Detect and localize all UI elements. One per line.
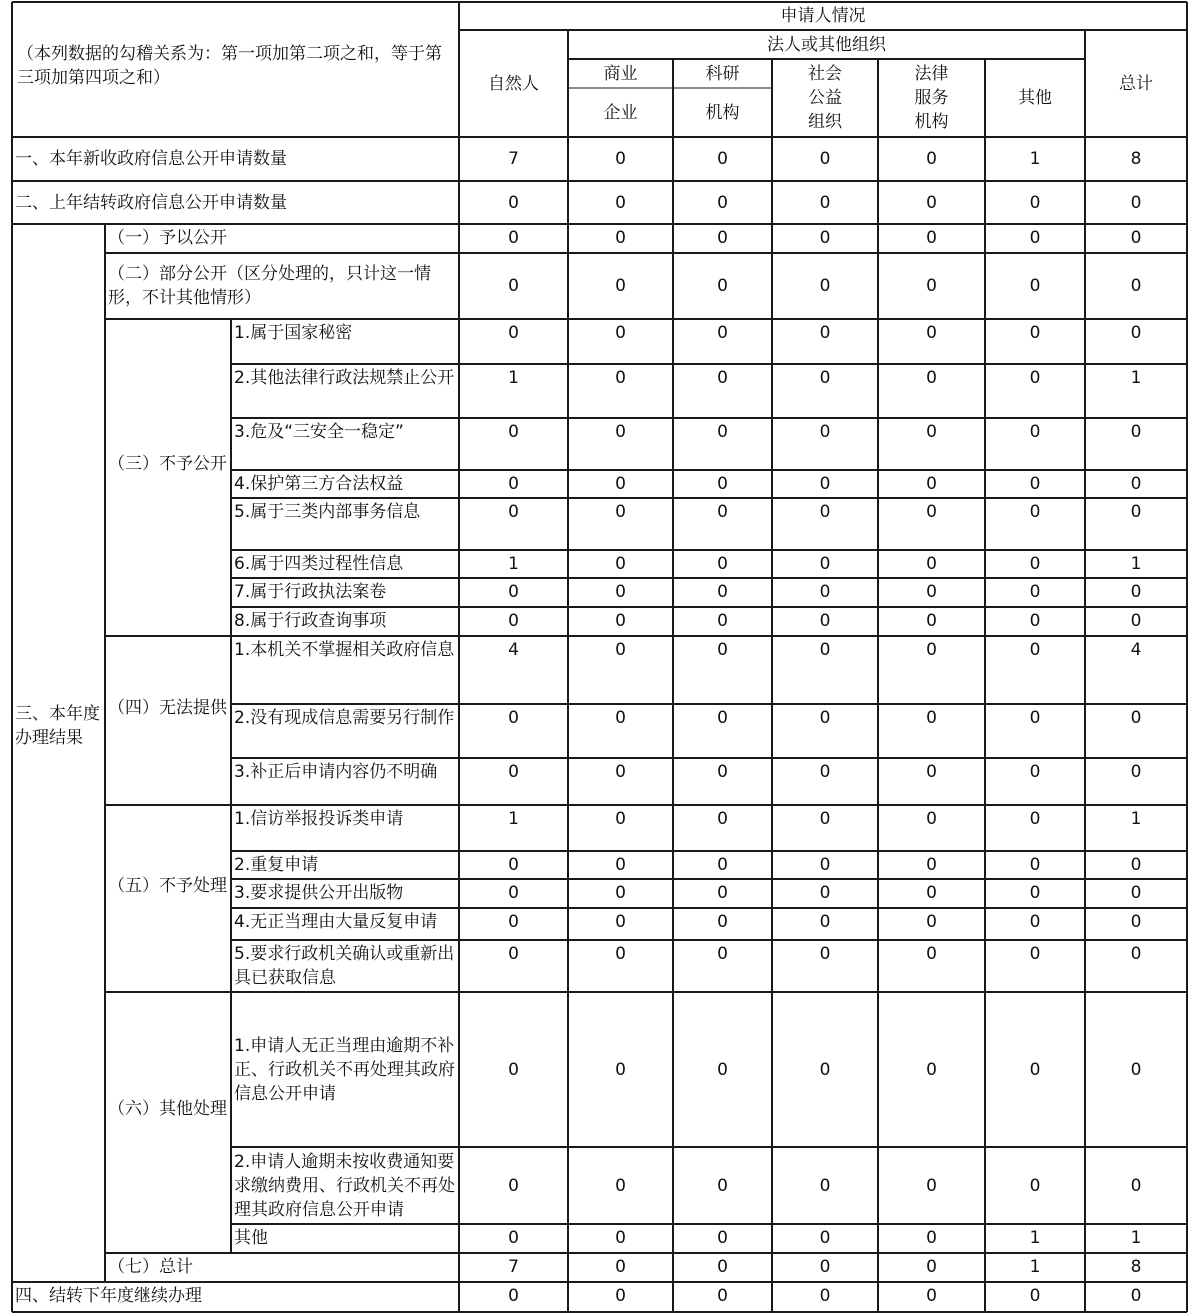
value-cell: 1 [508,809,519,829]
value-cell: 0 [1029,912,1041,932]
row-label: 1.申请人无正当理由逾期不补正、行政机关不再处理其政府信息公开申请 [234,1035,455,1104]
value-cell: 0 [508,192,519,213]
value-cell: 0 [926,582,937,602]
value-cell: 0 [615,502,626,522]
value-cell: 0 [926,502,937,522]
value-cell: 0 [819,944,831,964]
value-cell: 0 [508,474,519,494]
value-cell: 0 [717,1059,728,1080]
value-cell: 0 [615,1257,626,1277]
value-cell: 1 [508,554,519,574]
value-cell: 0 [926,809,937,829]
value-cell: 0 [819,276,831,296]
value-cell: 0 [1029,323,1041,343]
header-commercial-bottom: 企业 [603,102,638,123]
value-cell: 0 [1130,582,1142,602]
value-cell: 0 [717,1175,728,1196]
value-cell: 1 [1130,1228,1142,1248]
value-cell: 0 [926,1228,937,1248]
value-cell: 0 [1029,883,1041,903]
value-cell: 0 [717,762,728,782]
value-cell: 7 [508,149,519,169]
header-applicant-situation: 申请人情况 [780,6,866,26]
value-cell: 0 [717,640,728,660]
value-cell: 0 [615,228,626,248]
value-cell: 0 [819,855,831,875]
value-cell: 0 [508,611,519,631]
value-cell: 0 [717,554,728,574]
value-cell: 0 [1130,323,1142,343]
value-cell: 0 [717,708,728,728]
value-cell: 0 [615,809,626,829]
value-cell: 0 [1029,809,1041,829]
value-cell: 0 [1130,708,1142,728]
value-cell: 0 [926,944,937,964]
value-cell: 1 [1130,809,1142,829]
row-label: 5.要求行政机关确认或重新出具已获取信息 [234,944,455,988]
value-cell: 0 [819,368,831,388]
group-label-cannot-provide: （四）无法提供 [108,698,227,718]
value-cell: 0 [819,323,831,343]
value-cell: 0 [1029,640,1041,660]
value-cell: 0 [508,582,519,602]
value-cell: 0 [615,855,626,875]
header-legal-service: 法律 服务 机构 [914,64,949,132]
value-cell: 0 [508,855,519,875]
row-label: 其他 [234,1228,268,1248]
value-cell: 0 [508,762,519,782]
row-label: 1.信访举报投诉类申请 [234,809,404,829]
value-cell: 0 [615,582,626,602]
value-cell: 0 [1029,474,1041,494]
value-cell: 0 [1029,855,1041,875]
value-cell: 0 [819,228,831,248]
value-cell: 0 [508,323,519,343]
value-cell: 0 [508,422,519,442]
header-natural-person: 自然人 [488,73,539,94]
value-cell: 0 [508,883,519,903]
value-cell: 0 [819,1228,831,1248]
value-cell: 0 [717,1228,728,1248]
value-cell: 0 [508,276,519,296]
value-cell: 0 [717,944,728,964]
value-cell: 0 [615,640,626,660]
row-label: 2.没有现成信息需要另行制作 [234,708,455,728]
value-cell: 0 [926,762,937,782]
row-label: 四、结转下年度继续办理 [15,1286,202,1306]
value-cell: 0 [1029,1059,1041,1080]
value-cell: 0 [1130,762,1142,782]
row-label: （二）部分公开（区分处理的，只计这一情形，不计其他情形） [108,264,431,308]
value-cell: 0 [926,323,937,343]
header-commercial-top: 商业 [603,63,638,84]
row-label: 4.保护第三方合法权益 [234,474,404,494]
value-cell: 0 [1130,502,1142,522]
value-cell: 0 [926,192,937,213]
header-note: （本列数据的勾稽关系为：第一项加第二项之和，等于第三项加第四项之和） [17,44,442,88]
value-cell: 0 [717,855,728,875]
value-cell: 0 [819,883,831,903]
value-cell: 0 [819,474,831,494]
value-cell: 0 [508,912,519,932]
value-cell: 0 [819,422,831,442]
value-cell: 0 [615,474,626,494]
row-label: （一）予以公开 [108,228,227,248]
row-label: 3.补正后申请内容仍不明确 [234,762,438,782]
value-cell: 0 [819,1175,831,1196]
value-cell: 0 [717,502,728,522]
value-cell: 0 [615,912,626,932]
value-cell: 0 [1029,502,1041,522]
value-cell: 0 [819,762,831,782]
value-cell: 0 [1130,611,1142,631]
header-total: 总计 [1119,73,1153,94]
value-cell: 0 [926,855,937,875]
row-label: 一、本年新收政府信息公开申请数量 [15,149,287,169]
value-cell: 0 [1029,554,1041,574]
value-cell: 0 [926,1286,937,1306]
value-cell: 0 [1130,1059,1142,1080]
value-cell: 0 [1130,192,1142,213]
value-cell: 0 [819,582,831,602]
value-cell: 0 [717,474,728,494]
value-cell: 0 [615,554,626,574]
value-cell: 0 [717,192,728,213]
value-cell: 0 [615,944,626,964]
value-cell: 0 [1130,474,1142,494]
value-cell: 0 [926,611,937,631]
value-cell: 0 [926,368,937,388]
value-cell: 1 [1029,149,1041,169]
value-cell: 1 [1130,554,1142,574]
value-cell: 0 [926,276,937,296]
value-cell: 0 [819,1257,831,1277]
header-legal-org: 法人或其他组织 [767,34,886,55]
value-cell: 0 [819,1059,831,1080]
value-cell: 1 [1029,1257,1041,1277]
value-cell: 8 [1130,1257,1142,1277]
value-cell: 0 [1130,422,1142,442]
value-cell: 0 [926,1257,937,1277]
value-cell: 0 [926,708,937,728]
value-cell: 0 [615,192,626,213]
value-cell: 0 [717,422,728,442]
header-other: 其他 [1018,88,1052,108]
value-cell: 0 [1130,276,1142,296]
value-cell: 0 [717,276,728,296]
row-label: 3.要求提供公开出版物 [234,883,404,903]
group-label-not-processed: （五）不予处理 [108,876,227,896]
value-cell: 0 [819,192,831,213]
value-cell: 0 [1029,708,1041,728]
value-cell: 0 [717,809,728,829]
value-cell: 0 [717,582,728,602]
value-cell: 0 [717,912,728,932]
value-cell: 0 [615,1228,626,1248]
row-label: （七）总计 [108,1257,193,1277]
value-cell: 4 [508,640,519,660]
header-research-bottom: 机构 [705,102,740,123]
section-label-3: 三、本年度办理结果 [15,704,100,748]
value-cell: 0 [819,640,831,660]
value-cell: 0 [1029,276,1041,296]
value-cell: 0 [1130,1286,1142,1306]
value-cell: 0 [1029,944,1041,964]
row-label: 6.属于四类过程性信息 [234,554,404,574]
value-cell: 0 [717,611,728,631]
value-cell: 0 [615,1286,626,1306]
value-cell: 0 [717,228,728,248]
value-cell: 0 [508,228,519,248]
header-social-org: 社会 公益 组织 [808,64,842,132]
value-cell: 0 [508,708,519,728]
value-cell: 0 [1130,228,1142,248]
value-cell: 0 [1130,944,1142,964]
value-cell: 0 [1130,855,1142,875]
value-cell: 7 [508,1257,519,1277]
value-cell: 1 [1029,1228,1041,1248]
value-cell: 0 [508,1059,519,1080]
value-cell: 0 [819,708,831,728]
group-label-not-disclosed: （三）不予公开 [108,454,227,474]
value-cell: 0 [926,1059,937,1080]
value-cell: 0 [508,1175,519,1196]
value-cell: 0 [819,611,831,631]
value-cell: 1 [508,368,519,388]
value-cell: 0 [615,1059,626,1080]
value-cell: 0 [926,883,937,903]
value-cell: 0 [615,708,626,728]
value-cell: 0 [819,149,831,169]
value-cell: 0 [926,912,937,932]
value-cell: 0 [926,422,937,442]
header-research-top: 科研 [705,63,740,84]
value-cell: 0 [1029,422,1041,442]
value-cell: 0 [615,762,626,782]
value-cell: 0 [1029,762,1041,782]
value-cell: 0 [819,554,831,574]
value-cell: 0 [1130,912,1142,932]
value-cell: 0 [1029,368,1041,388]
row-label: 1.属于国家秘密 [234,323,353,343]
value-cell: 0 [615,1175,626,1196]
row-label: 1.本机关不掌握相关政府信息 [234,640,455,660]
row-label: 3.危及“三安全一稳定” [234,422,404,442]
value-cell: 0 [615,323,626,343]
row-label: 二、上年结转政府信息公开申请数量 [15,192,287,213]
value-cell: 4 [1130,640,1142,660]
value-cell: 0 [508,1286,519,1306]
row-label: 2.其他法律行政法规禁止公开 [234,368,455,388]
value-cell: 0 [717,323,728,343]
value-cell: 0 [717,1286,728,1306]
value-cell: 0 [1029,1286,1041,1306]
value-cell: 0 [1029,1175,1041,1196]
value-cell: 0 [819,1286,831,1306]
value-cell: 0 [508,1228,519,1248]
value-cell: 0 [508,502,519,522]
value-cell: 0 [615,422,626,442]
value-cell: 0 [508,944,519,964]
value-cell: 0 [819,502,831,522]
value-cell: 0 [1029,192,1041,213]
value-cell: 0 [717,883,728,903]
value-cell: 0 [717,149,728,169]
value-cell: 0 [615,883,626,903]
value-cell: 0 [717,368,728,388]
value-cell: 0 [1130,1175,1142,1196]
row-label: 4.无正当理由大量反复申请 [234,912,438,932]
value-cell: 0 [1029,611,1041,631]
value-cell: 8 [1130,149,1142,169]
value-cell: 0 [615,149,626,169]
value-cell: 0 [926,640,937,660]
group-label-other-processing: （六）其他处理 [108,1099,227,1119]
value-cell: 0 [926,149,937,169]
value-cell: 0 [926,554,937,574]
value-cell: 0 [926,228,937,248]
value-cell: 0 [1029,582,1041,602]
row-label: 2.重复申请 [234,855,319,875]
value-cell: 0 [926,474,937,494]
value-cell: 0 [1130,883,1142,903]
value-cell: 0 [926,1175,937,1196]
row-label: 2.申请人逾期未按收费通知要求缴纳费用、行政机关不再处理其政府信息公开申请 [234,1151,455,1220]
row-label: 5.属于三类内部事务信息 [234,502,421,522]
value-cell: 0 [819,809,831,829]
value-cell: 0 [1029,228,1041,248]
value-cell: 0 [615,276,626,296]
value-cell: 0 [717,1257,728,1277]
value-cell: 0 [819,912,831,932]
value-cell: 0 [615,368,626,388]
row-label: 7.属于行政执法案卷 [234,582,387,602]
row-label: 8.属于行政查询事项 [234,611,387,631]
value-cell: 0 [615,611,626,631]
value-cell: 1 [1130,368,1142,388]
